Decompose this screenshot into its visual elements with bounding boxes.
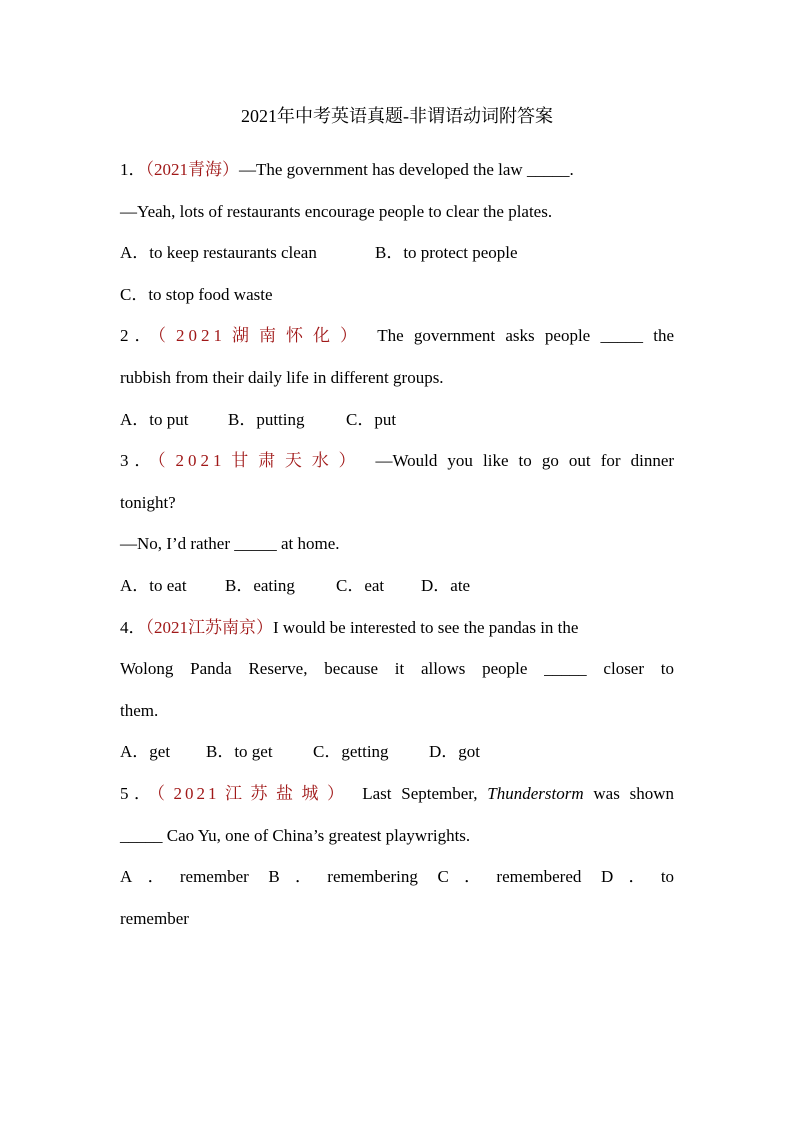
question-text: —The government has developed the law _____. xyxy=(239,160,574,179)
question-number: 5． xyxy=(120,783,157,803)
question-text: —Would you like to go out for dinner xyxy=(375,451,675,471)
question-1-stem xyxy=(120,156,674,198)
option-a: A．get xyxy=(120,742,171,762)
option-b: B．eating xyxy=(225,575,295,595)
question-text: The government asks people _____ the xyxy=(377,326,674,346)
question-5-options-cont xyxy=(120,905,674,947)
option-a: A．to keep restaurants clean xyxy=(120,243,317,263)
question-text: —No, I’d rather _____ at home. xyxy=(120,534,340,554)
question-list xyxy=(120,156,674,946)
question-3-text xyxy=(120,489,674,531)
option-c: C．eat xyxy=(336,575,385,595)
question-text: them. xyxy=(120,700,159,720)
question-source: （2021江苏盐城） xyxy=(156,783,353,803)
option-b: B．to get xyxy=(206,742,273,762)
question-2-text xyxy=(120,364,674,406)
question-4-options xyxy=(120,738,674,780)
question-text: Wolong Panda Reserve, because it allows people _____ closer to xyxy=(120,659,674,679)
question-4-stem xyxy=(120,614,674,656)
option-b: B．to protect people xyxy=(375,243,518,263)
question-3-text-2 xyxy=(120,530,674,572)
option-b: B．remembering xyxy=(268,867,418,887)
question-source: （2021青海） xyxy=(145,160,239,179)
question-5-text xyxy=(120,822,674,864)
question-1-text xyxy=(120,198,674,240)
question-2-stem xyxy=(120,322,674,364)
question-text: was shown xyxy=(583,783,674,803)
play-title: Thunderstorm xyxy=(487,783,584,803)
question-source: （2021江苏南京） xyxy=(145,617,273,637)
option-d-continued: remember xyxy=(120,908,189,928)
question-text: I would be interested to see the pandas in the xyxy=(273,617,579,637)
question-source: （2021湖南怀化） xyxy=(157,326,367,346)
option-d: D．to xyxy=(600,867,675,887)
question-number: 1． xyxy=(120,160,146,179)
question-text: _____ Cao Yu, one of China’s greatest playwrights. xyxy=(120,825,471,845)
question-1-options-2 xyxy=(120,281,674,323)
option-c: C．put xyxy=(346,409,397,429)
option-a: A．to put xyxy=(120,409,189,429)
page-title: 2021年中考英语真题-非谓语动词附答案 xyxy=(241,106,553,126)
question-4-text xyxy=(120,655,674,697)
option-d: D．ate xyxy=(421,575,471,595)
option-a: A．remember xyxy=(120,867,249,887)
question-text: rubbish from their daily life in different groups. xyxy=(120,367,444,387)
question-number: 4． xyxy=(120,617,146,637)
option-d: D．got xyxy=(429,742,480,762)
option-c: C．remembered xyxy=(437,867,582,887)
question-source: （2021甘肃天水） xyxy=(157,451,366,471)
question-5-options xyxy=(120,863,674,905)
question-text: —Yeah, lots of restaurants encourage people to clear the plates. xyxy=(120,201,553,221)
question-3-stem xyxy=(120,447,674,489)
question-text: Last September, xyxy=(362,783,488,803)
option-a: A．to eat xyxy=(120,575,187,595)
question-text: tonight? xyxy=(120,492,176,512)
question-5-stem xyxy=(120,780,674,822)
question-1-options xyxy=(120,239,674,281)
question-2-options xyxy=(120,406,674,448)
option-b: B．putting xyxy=(228,409,305,429)
question-4-text-2 xyxy=(120,697,674,739)
question-number: 3． xyxy=(120,451,158,471)
question-number: 2． xyxy=(120,326,158,346)
question-3-options xyxy=(120,572,674,614)
option-c: C．getting xyxy=(313,742,389,762)
option-c: C．to stop food waste xyxy=(120,284,273,304)
